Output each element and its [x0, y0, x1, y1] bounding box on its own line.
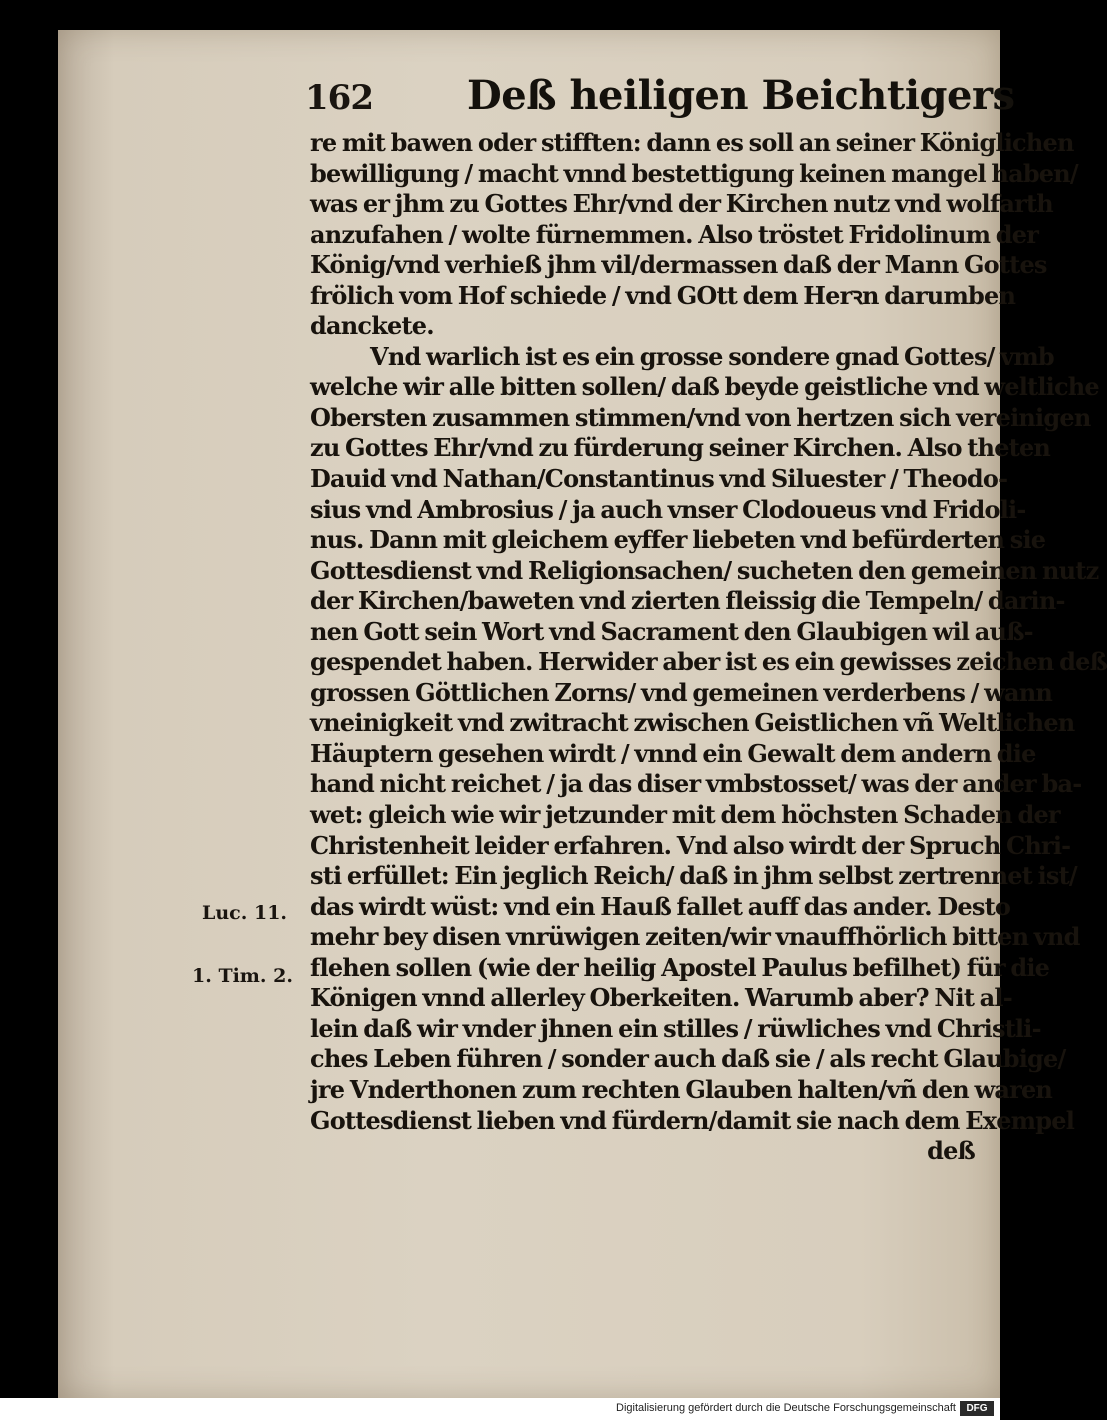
dfg-logo-icon: DFG	[960, 1401, 994, 1416]
catchword: deß	[927, 1136, 975, 1166]
text-line: Königen vnnd allerley Oberkeiten. Warumb aber? Nit al-	[310, 983, 1012, 1013]
text-line: ches Leben führen / sonder auch daß sie / als recht Glaubige/	[310, 1044, 1066, 1074]
text-line: Vnd warlich ist es ein grosse sondere gnad Gottes/ vmb	[370, 341, 1054, 371]
text-line: nen Gott sein Wort vnd Sacrament den Glaubigen wil auß-	[310, 616, 1033, 646]
footer-bar	[0, 1398, 1000, 1420]
text-line: der Kirchen/baweten vnd zierten fleissig die Tempeln/ darin-	[310, 586, 1065, 616]
text-line: König/vnd verhieß jhm vil/dermassen daß der Mann Gottes	[310, 250, 1047, 280]
text-line: sius vnd Ambrosius / ja auch vnser Clodoueus vnd Fridoli-	[310, 494, 1026, 524]
text-line: wet: gleich wie wir jetzunder mit dem höchsten Schaden der	[310, 800, 1060, 830]
text-line: was er jhm zu Gottes Ehr/vnd der Kirchen nutz vnd wolfarth	[310, 189, 1053, 219]
text-line: hand nicht reichet / ja das diser vmbstosset/ was der ander ba-	[310, 769, 1082, 799]
text-line: vneinigkeit vnd zwitracht zwischen Geistlichen vñ Weltlichen	[310, 708, 1075, 738]
text-line: das wirdt wüst: vnd ein Hauß fallet auff das ander. Desto	[310, 891, 1011, 921]
text-line: Christenheit leider erfahren. Vnd also wirdt der Spruch Chri-	[310, 830, 1071, 860]
text-line: lein daß wir vnder jhnen ein stilles / rüwliches vnd Christli-	[310, 1013, 1041, 1043]
margin-note-timothy: 1. Tim. 2.	[192, 965, 293, 987]
text-line: bewilligung / macht vnnd bestettigung keinen mangel haben/	[310, 158, 1078, 188]
text-line: mehr bey disen vnrüwigen zeiten/wir vnauffhörlich bitten vnd	[310, 922, 1080, 952]
footer-credit: Digitalisierung gefördert durch die Deutsche Forschungsgemeinschaft	[616, 1402, 956, 1414]
text-line: flehen sollen (wie der heilig Apostel Paulus befilhet) für die	[310, 952, 1050, 982]
text-line: jre Vnderthonen zum rechten Glauben halten/vñ den waren	[310, 1074, 1053, 1104]
text-line: Obersten zusammen stimmen/vnd von hertzen sich vereinigen	[310, 402, 1091, 432]
text-line: re mit bawen oder stifften: dann es soll an seiner Königlichen	[310, 128, 1074, 157]
text-line: Gottesdienst vnd Religionsachen/ sucheten den gemeinen nutz	[310, 555, 1099, 585]
text-line: nus. Dann mit gleichem eyffer liebeten vnd befürderten sie	[310, 525, 1046, 555]
text-line: welche wir alle bitten sollen/ daß beyde geistliche vnd weltliche	[310, 372, 1099, 402]
margin-note-luke: Luc. 11.	[202, 902, 288, 924]
text-line: frölich vom Hof schiede / vnd GOtt dem Herꝛn darumben	[310, 280, 1016, 310]
running-head: Deß heiligen Beichtigers	[467, 72, 1015, 119]
text-line: danckete.	[310, 311, 434, 341]
text-line: anzufahen / wolte fürnemmen. Also tröstet Fridolinum der	[310, 219, 1039, 249]
text-line: zu Gottes Ehr/vnd zu fürderung seiner Kirchen. Also theten	[310, 433, 1051, 463]
text-line: grossen Göttlichen Zorns/ vnd gemeinen verderbens / wann	[310, 677, 1053, 707]
text-line: sti erfüllet: Ein jeglich Reich/ daß in jhm selbst zertrennet ist/	[310, 861, 1077, 891]
text-line: Häuptern gesehen wirdt / vnnd ein Gewalt dem andern die	[310, 738, 1036, 768]
text-line: Dauid vnd Nathan/Constantinus vnd Siluester / Theodo-	[310, 464, 1008, 494]
page-number: 162	[305, 78, 373, 118]
text-line: gespendet haben. Herwider aber ist es ein gewisses zeichen deß	[310, 647, 1107, 677]
page-header	[305, 72, 1015, 130]
text-line: Gottesdienst lieben vnd fürdern/damit sie nach dem Exempel	[310, 1105, 1075, 1135]
body-text	[310, 128, 1107, 1167]
